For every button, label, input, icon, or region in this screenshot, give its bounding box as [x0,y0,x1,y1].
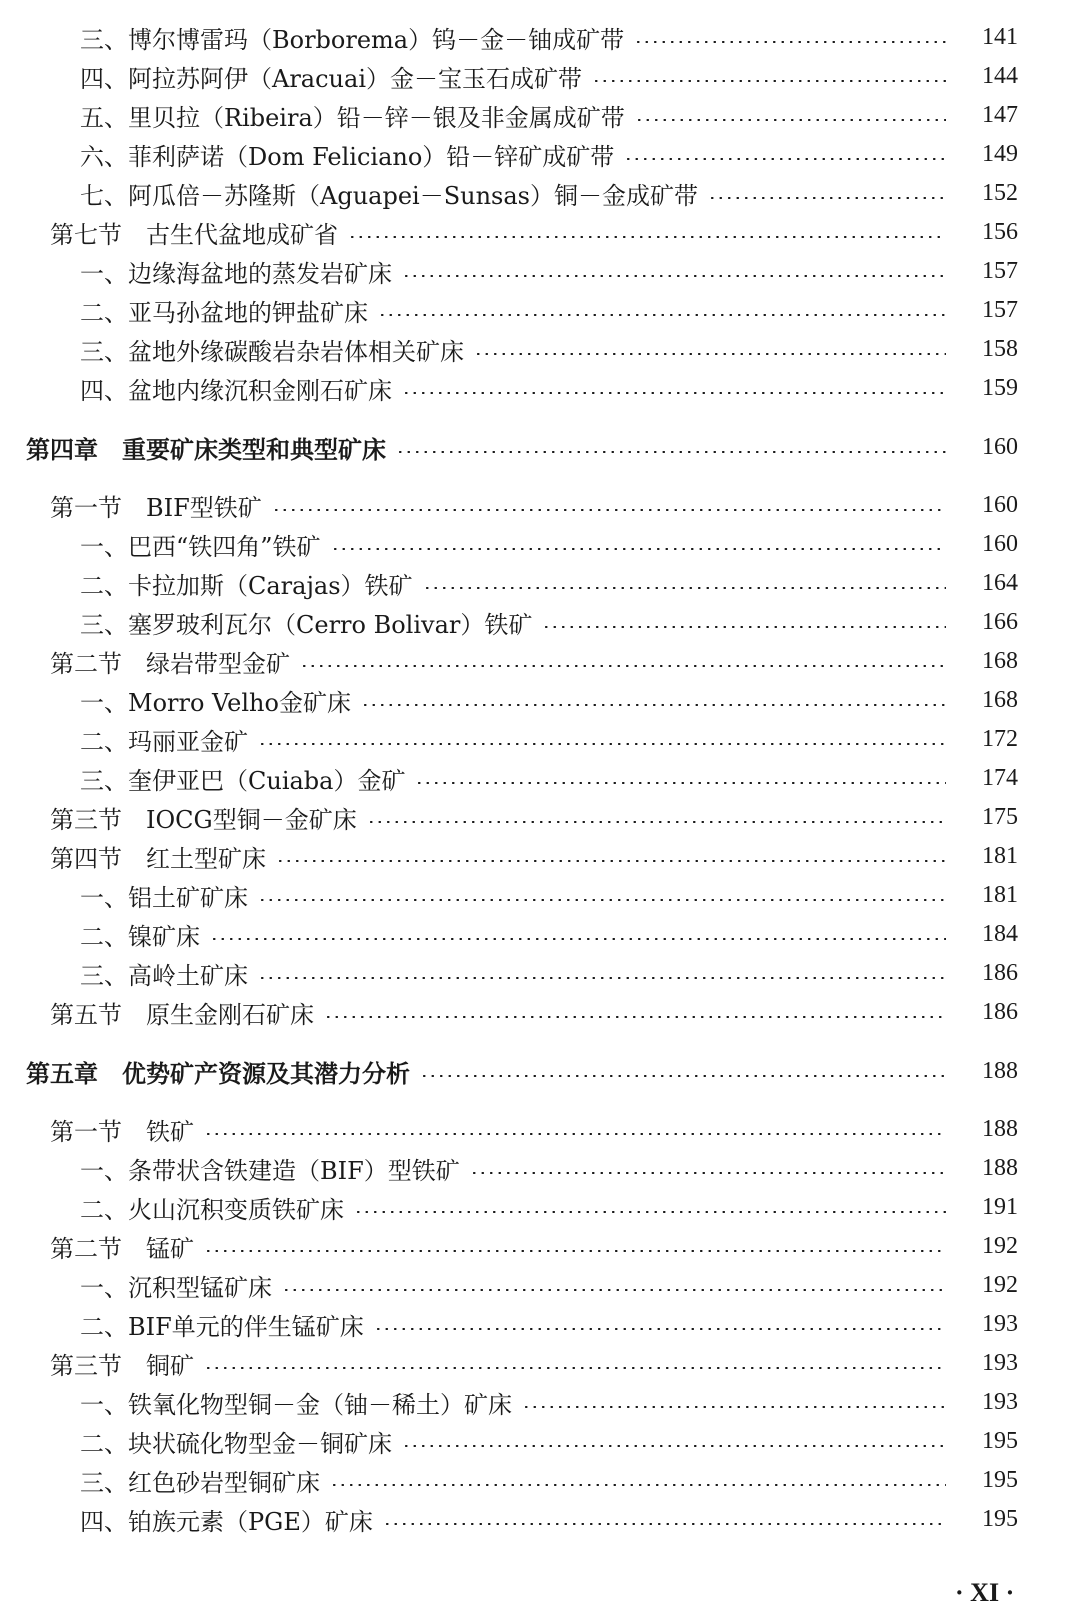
dot-leader [402,1445,946,1447]
toc-item-row [0,96,1080,135]
toc-chapter-row [0,1052,1080,1091]
toc-page-number: 152 [982,180,1018,206]
toc-section-row [0,486,1080,525]
dot-leader [420,1075,946,1077]
toc-page-number: 160 [982,531,1018,557]
toc-page-number: 164 [982,570,1018,596]
toc-page-number: 166 [982,609,1018,635]
dot-leader [396,451,946,453]
toc-item-row [0,57,1080,96]
toc-entry-title: 第二节 锰矿 [50,1229,204,1264]
dot-leader [282,1289,946,1291]
dot-leader [204,1367,946,1369]
toc-page-number: 159 [982,375,1018,401]
toc-page-number: 147 [982,102,1018,128]
toc-entry-title: 一、边缘海盆地的蒸发岩矿床 [80,254,402,289]
toc-entry-title: 三、奎伊亚巴（Cuiaba）金矿 [80,761,415,796]
toc-entry-title: 第四章 重要矿床类型和典型矿床 [26,430,396,465]
toc-entry-title: 二、亚马孙盆地的钾盐矿床 [80,293,378,328]
toc-item-row [0,1305,1080,1344]
toc-item-row [0,369,1080,408]
toc-page-number: 168 [982,687,1018,713]
toc-page-number: 195 [982,1428,1018,1454]
toc-page-number: 160 [982,492,1018,518]
toc-page-number: 186 [982,960,1018,986]
dot-leader [374,1328,946,1330]
dot-leader [634,41,946,43]
toc-page-number: 195 [982,1506,1018,1532]
dot-leader [210,938,946,940]
dot-leader [402,275,946,277]
toc-entry-title: 二、块状硫化物型金－铜矿床 [80,1424,402,1459]
toc-page-number: 184 [982,921,1018,947]
toc-entry-title: 二、玛丽亚金矿 [80,722,258,757]
toc-section-row [0,837,1080,876]
toc-entry-title: 第二节 绿岩带型金矿 [50,644,300,679]
toc-item-row [0,330,1080,369]
toc-page-number: 181 [982,882,1018,908]
dot-leader [276,860,946,862]
dot-leader [204,1133,946,1135]
toc-page-number: 191 [982,1194,1018,1220]
toc-entry-title: 第五节 原生金刚石矿床 [50,995,324,1030]
toc-page-number: 192 [982,1272,1018,1298]
toc-item-row [0,915,1080,954]
dot-leader [300,665,946,667]
toc-page-number: 175 [982,804,1018,830]
toc-item-row [0,18,1080,57]
dot-leader [415,782,946,784]
toc-page-number: 193 [982,1311,1018,1337]
toc-page-number: 149 [982,141,1018,167]
toc-page-number: 186 [982,999,1018,1025]
toc-page-number: 156 [982,219,1018,245]
toc-item-row [0,1149,1080,1188]
dot-leader [470,1172,946,1174]
toc-entry-title: 一、沉积型锰矿床 [80,1268,282,1303]
toc-entry-title: 五、里贝拉（Ribeira）铅－锌－银及非金属成矿带 [80,98,635,133]
toc-page-number: 188 [982,1116,1018,1142]
toc-section-row [0,798,1080,837]
toc-entry-title: 一、Morro Velho金矿床 [80,683,361,718]
dot-leader [474,353,946,355]
toc-entry-title: 一、条带状含铁建造（BIF）型铁矿 [80,1151,470,1186]
toc-item-row [0,720,1080,759]
dot-leader [592,80,946,82]
dot-leader [624,158,946,160]
toc-entry-title: 三、盆地外缘碳酸岩杂岩体相关矿床 [80,332,474,367]
toc-entry-title: 一、铝土矿矿床 [80,878,258,913]
toc-page-number: 188 [982,1058,1018,1084]
toc-entry-title: 第三节 IOCG型铜－金矿床 [50,800,367,835]
dot-leader [258,977,946,979]
toc-page-number: 195 [982,1467,1018,1493]
toc-item-row [0,1422,1080,1461]
toc-item-row [0,603,1080,642]
toc-entry-title: 七、阿瓜倍－苏隆斯（Aguapei－Sunsas）铜－金成矿带 [80,176,708,211]
toc-section-row [0,213,1080,252]
toc-entry-title: 三、塞罗玻利瓦尔（Cerro Bolivar）铁矿 [80,605,542,640]
toc-entry-title: 三、红色砂岩型铜矿床 [80,1463,330,1498]
toc-page-number: 157 [982,258,1018,284]
toc-section-row [0,642,1080,681]
toc-entry-title: 二、卡拉加斯（Carajas）铁矿 [80,566,423,601]
toc-entry-title: 第一节 铁矿 [50,1112,204,1147]
toc-section-row [0,1110,1080,1149]
toc-section-row [0,1344,1080,1383]
toc-item-row [0,564,1080,603]
toc-item-row [0,1266,1080,1305]
toc-entry-title: 第三节 铜矿 [50,1346,204,1381]
dot-leader [331,548,946,550]
dot-leader [378,314,946,316]
toc-page-number: 168 [982,648,1018,674]
dot-leader [361,704,946,706]
dot-leader [708,197,946,199]
toc-item-row [0,174,1080,213]
toc-entry-title: 第一节 BIF型铁矿 [50,488,272,523]
toc-page-number: 144 [982,63,1018,89]
toc-entry-title: 第四节 红土型矿床 [50,839,276,874]
toc-entry-title: 四、阿拉苏阿伊（Aracuai）金－宝玉石成矿带 [80,59,592,94]
toc-entry-title: 二、镍矿床 [80,917,210,952]
toc-page-number: 192 [982,1233,1018,1259]
toc-entry-title: 三、高岭土矿床 [80,956,258,991]
toc-page-number: 141 [982,24,1018,50]
toc-entry-title: 第五章 优势矿产资源及其潜力分析 [26,1054,420,1089]
toc-section-row [0,993,1080,1032]
toc-entry-title: 三、博尔博雷玛（Borborema）钨－金－铀成矿带 [80,20,634,55]
dot-leader [383,1523,946,1525]
toc-item-row [0,954,1080,993]
toc-item-row [0,876,1080,915]
dot-leader [258,899,946,901]
page-folio: · XI · [955,1578,1015,1607]
toc-entry-title: 一、铁氧化物型铜－金（铀－稀土）矿床 [80,1385,522,1420]
table-of-contents [0,18,1080,1539]
toc-section-row [0,1227,1080,1266]
toc-entry-title: 二、BIF单元的伴生锰矿床 [80,1307,374,1342]
toc-page-number: 158 [982,336,1018,362]
toc-entry-title: 二、火山沉积变质铁矿床 [80,1190,354,1225]
toc-page-number: 193 [982,1389,1018,1415]
toc-item-row [0,1188,1080,1227]
dot-leader [204,1250,946,1252]
dot-leader [635,119,946,121]
toc-page-number: 172 [982,726,1018,752]
dot-leader [423,587,946,589]
toc-item-row [0,759,1080,798]
toc-entry-title: 四、铂族元素（PGE）矿床 [80,1502,383,1537]
toc-entry-title: 六、菲利萨诺（Dom Feliciano）铅－锌矿成矿带 [80,137,624,172]
toc-page-number: 193 [982,1350,1018,1376]
toc-page-number: 181 [982,843,1018,869]
toc-page-number: 157 [982,297,1018,323]
toc-item-row [0,1461,1080,1500]
toc-item-row [0,1500,1080,1539]
dot-leader [367,821,946,823]
toc-page-number: 188 [982,1155,1018,1181]
toc-item-row [0,252,1080,291]
dot-leader [258,743,946,745]
dot-leader [348,236,946,238]
dot-leader [330,1484,946,1486]
toc-entry-title: 第七节 古生代盆地成矿省 [50,215,348,250]
toc-item-row [0,291,1080,330]
dot-leader [522,1406,946,1408]
toc-item-row [0,525,1080,564]
toc-page-number: 160 [982,434,1018,460]
toc-entry-title: 四、盆地内缘沉积金刚石矿床 [80,371,402,406]
dot-leader [272,509,946,511]
dot-leader [402,392,946,394]
toc-entry-title: 一、巴西“铁四角”铁矿 [80,527,331,562]
dot-leader [324,1016,946,1018]
toc-chapter-row [0,428,1080,467]
toc-page-number: 174 [982,765,1018,791]
toc-item-row [0,681,1080,720]
toc-item-row [0,135,1080,174]
toc-item-row [0,1383,1080,1422]
dot-leader [542,626,946,628]
dot-leader [354,1211,946,1213]
